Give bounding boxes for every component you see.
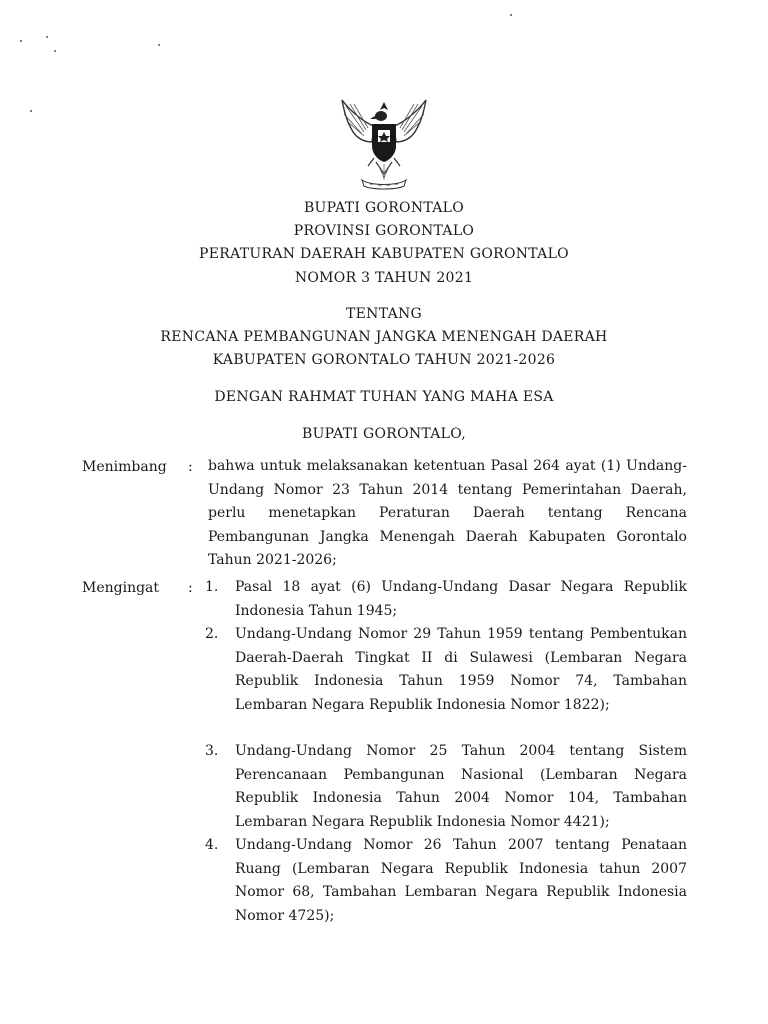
menimbang-label: Menimbang [82, 459, 167, 475]
tentang-heading: TENTANG [345, 306, 423, 322]
list-item [205, 834, 687, 928]
scan-speck [158, 44, 160, 46]
title-line-1: RENCANA PEMBANGUNAN JANGKA MENENGAH DAERAH [160, 329, 608, 345]
header-line-1: BUPATI GORONTALO [303, 200, 465, 216]
garuda-emblem-icon [334, 96, 434, 192]
scan-speck [510, 14, 512, 16]
mengingat-colon: : [188, 580, 193, 596]
list-item-number: 1. [205, 579, 219, 595]
rahmat-line: DENGAN RAHMAT TUHAN YANG MAHA ESA [214, 389, 554, 405]
list-item [205, 740, 687, 834]
scan-speck [30, 110, 32, 112]
header-line-4: NOMOR 3 TAHUN 2021 [294, 270, 474, 286]
list-item-number: 4. [205, 837, 219, 853]
title-line-2: KABUPATEN GORONTALO TAHUN 2021-2026 [212, 352, 556, 368]
list-item-text: Pasal 18 ayat (6) Undang-Undang Dasar Negara Republik Indonesia Tahun 1945; [235, 579, 687, 619]
bupati-line: BUPATI GORONTALO, [301, 426, 466, 442]
list-item-number: 2. [205, 626, 219, 642]
header-line-3: PERATURAN DAERAH KABUPATEN GORONTALO [199, 246, 569, 262]
list-item [205, 576, 687, 623]
list-item-text: Undang-Undang Nomor 26 Tahun 2007 tentang Penataan Ruang (Lembaran Negara Republik Indonesia tahun 2007 Nomor 68, Tambahan Lembaran Negara Republik Indonesia Nomor 4725); [235, 837, 687, 924]
header-line-2: PROVINSI GORONTALO [293, 223, 475, 239]
menimbang-text: bahwa untuk melaksanakan ketentuan Pasal 264 ayat (1) Undang-Undang Nomor 23 Tahun 2014 tentang Pemerintahan Daerah, perlu menetapkan Peraturan Daerah tentang Rencana Pembangunan Jangka Menengah Daerah Kabupaten Gorontalo Tahun 2021-2026; [208, 458, 687, 568]
list-item-number: 3. [205, 743, 219, 759]
scan-speck [46, 36, 48, 38]
mengingat-label: Mengingat [82, 580, 160, 596]
list-item [205, 623, 687, 717]
list-item-text: Undang-Undang Nomor 29 Tahun 1959 tentang Pembentukan Daerah-Daerah Tingkat II di Sulawesi (Lembaran Negara Republik Indonesia Tahun 1959 Nomor 74, Tambahan Lembaran Negara Republik Indonesia Nomor 1822); [235, 626, 687, 713]
scan-speck [20, 40, 22, 42]
list-item-text: Undang-Undang Nomor 25 Tahun 2004 tentang Sistem Perencanaan Pembangunan Nasional (Lembaran Negara Republik Indonesia Tahun 2004 Nomor 104, Tambahan Lembaran Negara Republik Indonesia Nomor 4421); [235, 743, 687, 830]
scan-speck [54, 50, 56, 52]
menimbang-colon: : [188, 459, 193, 475]
